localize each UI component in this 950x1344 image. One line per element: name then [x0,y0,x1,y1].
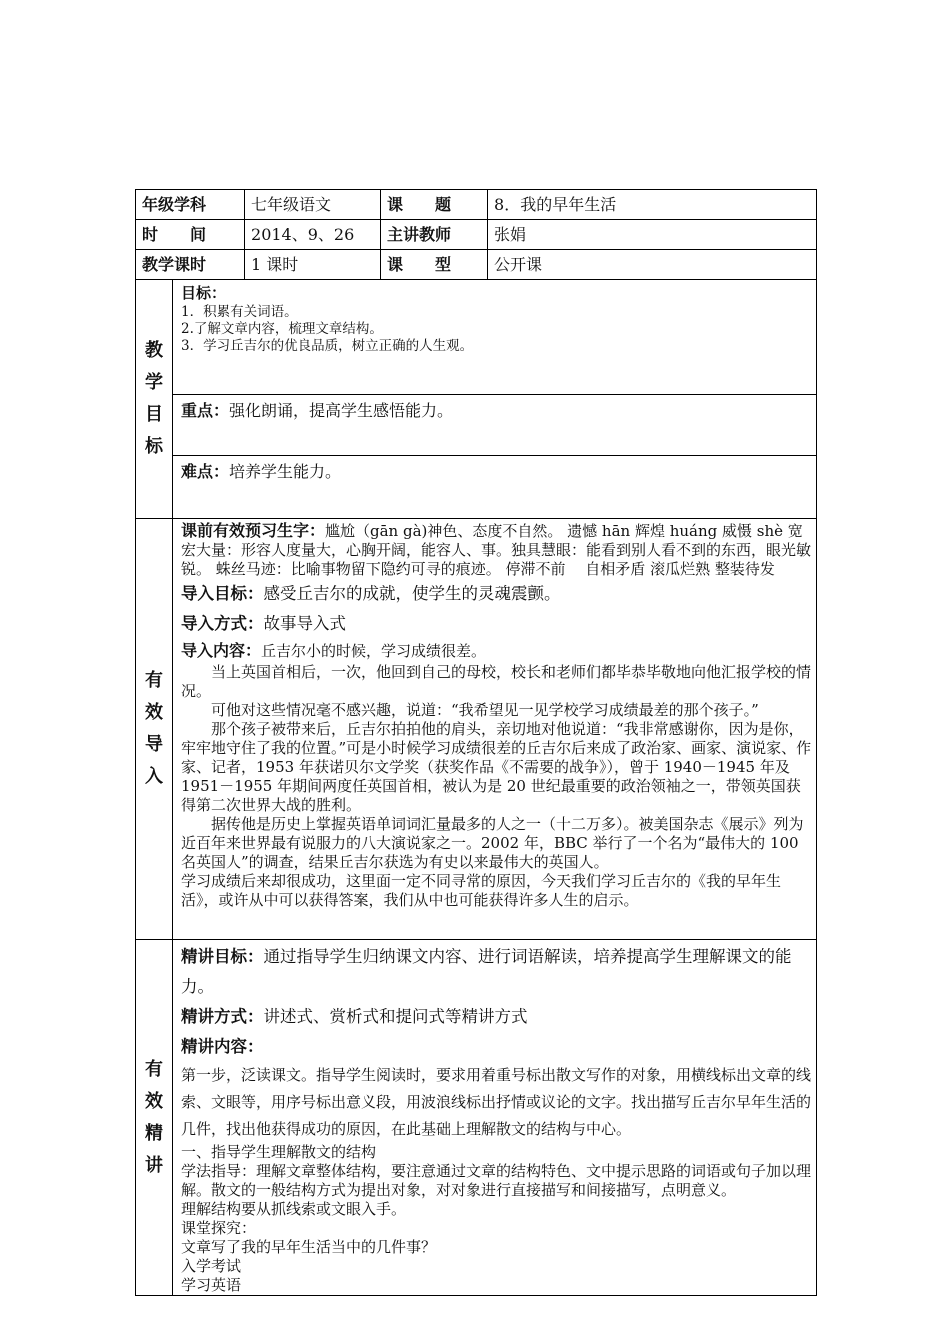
objectives-side-label: 教 学 目 标 [136,280,173,519]
intro-closing: 学习成绩后来却很成功，这里面一定不同寻常的原因，今天我们学习丘吉尔的《我的早年生活》，或许从中可以获得答案，我们从中也可能获得许多人生的启示。 [181,872,782,909]
grade-subject-value: 七年级语文 [245,190,381,220]
intro-paragraph: 那个孩子被带来后，丘吉尔拍拍他的肩头，亲切地对他说道：“我非常感谢你，因为是你，牢牢地守住了我的位置。”可是小时候学习成绩很差的丘吉尔后来成了政治家、画家、演说家、作家、记者，1953 年获诺贝尔文学奖（获奖作品《不需要的战争》），曾于 1940－1945 年及 1951－1955 年期间两度任英国首相，被认为是 20 世纪最重要的政治领袖之一，带领英国获得第二次世界大战的胜利。 [181,720,812,814]
lecture-content-label: 精讲内容： [181,1037,264,1056]
teacher-label: 主讲教师 [381,220,488,250]
preview-block [181,521,812,579]
lecture-step-1: 第一步，泛读课文。指导学生阅读时，要求用着重号标出散文写作的对象，用横线标出文章的线索、文眼等，用序号标出意义段，用波浪线标出抒情或议论的文字。找出描写丘吉尔早年生活的几件，找出他获得成功的原因，在此基础上理解散文的结构与中心。 [181,1066,812,1138]
lecture-line: 入学考试 [181,1257,242,1275]
difficulty-text: 培养学生能力。 [229,462,342,481]
intro-paragraph: 可他对这些情况毫不感兴趣，说道：“我希望见一见学校学习成绩最差的那个孩子。” [211,701,759,719]
lesson-type-value: 公开课 [488,250,817,280]
lecture-line: 课堂探究： [181,1219,257,1237]
intro-method: 导入方式：故事导入式 [181,614,346,633]
preview-text: 尴尬（gān gà)神色、态度不自然。 遗憾 hān 辉煌 huáng 威慑 shè 宽宏大量：形容人度量大，心胸开阔，能容人、事。独具慧眼：能看到别人看不到的东西，眼光敏锐。 蛛丝马迹：比喻事物留下隐约可寻的痕迹。 停滞不前 自相矛盾 滚瓜烂熟 整装待发 [181,522,812,578]
key-point-text: 强化朗诵，提高学生感悟能力。 [229,401,454,420]
lecture-row [136,940,817,1296]
goals-block [173,280,816,394]
intro-paragraph: 当上英国首相后，一次，他回到自己的母校，校长和老师们都毕恭毕敬地向他汇报学校的情况。 [181,663,812,700]
intro-row [136,519,817,940]
topic-label: 课 题 [381,190,488,220]
intro-side-label: 有 效 导 入 [136,519,173,940]
lecture-method: 精讲方式：讲述式、赏析式和提问式等精讲方式 [181,1007,528,1026]
header-row-2 [136,220,817,250]
lecture-goal: 精讲目标：通过指导学生归纳课文内容、进行词语解读，培养提高学生理解课文的能力。 [181,947,792,996]
goals-label: 目标： [181,284,227,302]
grade-subject-label: 年级学科 [136,190,245,220]
lecture-side-label: 有 效 精 讲 [136,940,173,1296]
lecture-line: 文章写了我的早年生活当中的几件事？ [181,1238,437,1256]
goal-item: 2.了解文章内容，梳理文章结构。 [181,321,383,337]
goal-item: 1．积累有关词语。 [181,304,298,320]
lecture-line: 学法指导：理解文章整体结构，要注意通过文章的结构特色、文中提示思路的词语或句子加以理解。散文的一般结构方式为提出对象，对对象进行直接描写和间接描写，点明意义。 [181,1162,812,1199]
intro-goal: 导入目标：感受丘吉尔的成就，使学生的灵魂震颤。 [181,584,561,603]
header-row-1 [136,190,817,220]
difficulty-block [173,455,816,518]
time-value: 2014、9、26 [245,220,381,250]
teacher-value: 张娟 [488,220,817,250]
topic-value: 8．我的早年生活 [488,190,817,220]
periods-label: 教学课时 [136,250,245,280]
header-row-3 [136,250,817,280]
preview-label: 课前有效预习生字： [181,521,326,540]
time-label: 时 间 [136,220,245,250]
lesson-type-label: 课 型 [381,250,488,280]
lesson-plan-table [135,189,817,1296]
lecture-line: 一、指导学生理解散文的结构 [181,1143,377,1161]
lecture-line: 学习英语 [181,1276,242,1294]
key-point-label: 重点： [181,401,230,420]
periods-value: 1 课时 [245,250,381,280]
key-point-block [173,394,816,455]
intro-paragraph: 据传他是历史上掌握英语单词词汇量最多的人之一（十二万多）。被美国杂志《展示》列为近百年来世界最有说服力的八大演说家之一。2002 年，BBC 举行了一个名为“最伟大的 100 名英国人”的调查，结果丘吉尔获选为有史以来最伟大的英国人。 [181,815,804,871]
objectives-row [136,280,817,519]
difficulty-label: 难点： [181,462,230,481]
goal-item: 3．学习丘吉尔的优良品质，树立正确的人生观。 [181,338,474,354]
intro-content-heading: 导入内容：丘吉尔小的时候，学习成绩很差。 [181,641,487,660]
lecture-line: 理解结构要从抓线索或文眼入手。 [181,1200,407,1218]
